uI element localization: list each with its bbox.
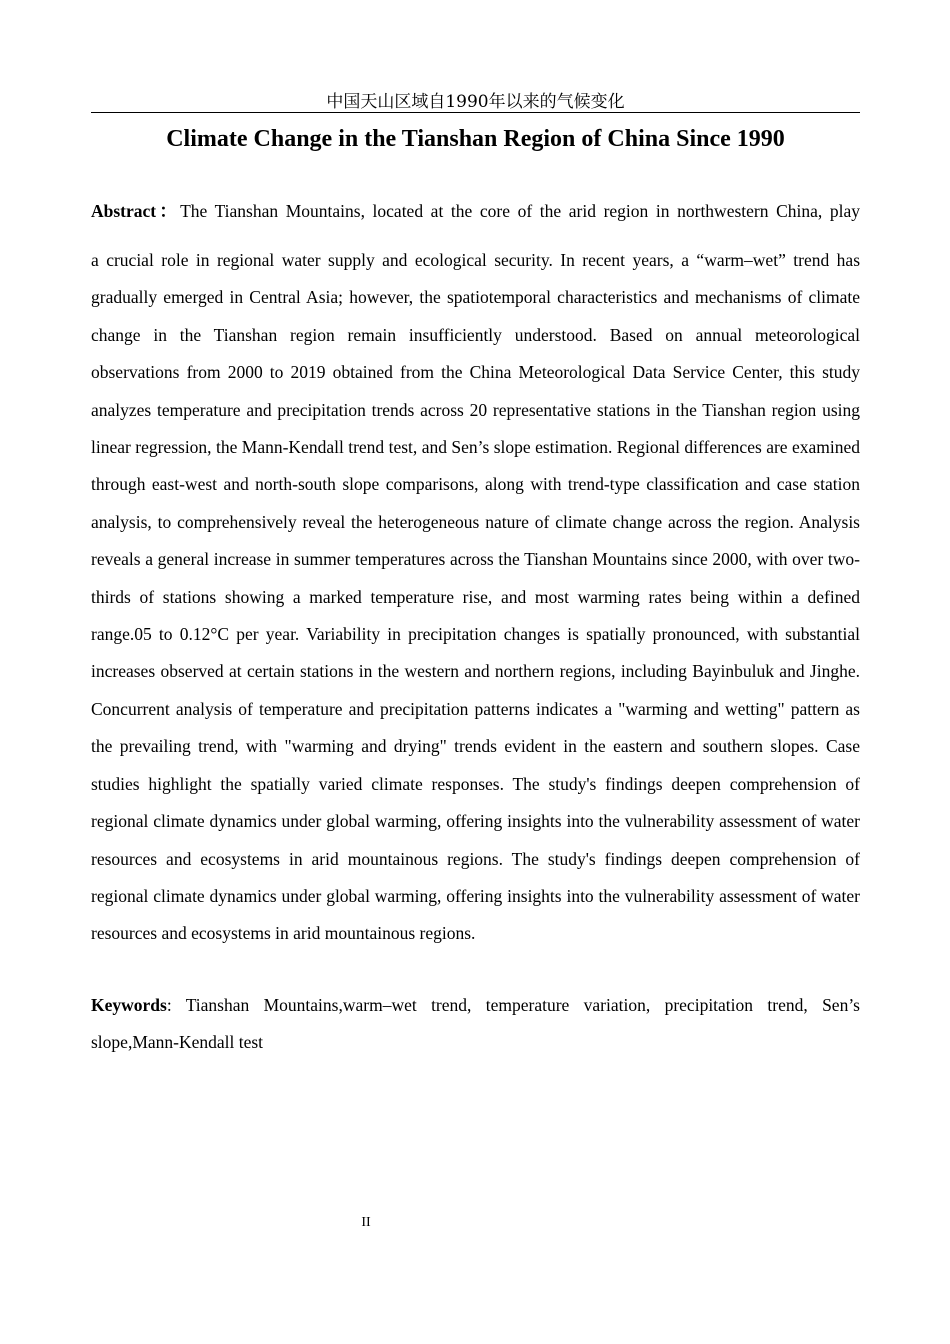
keywords-paragraph <box>91 987 860 1062</box>
keywords-text: : Tianshan Mountains,warm–wet trend, temperature variation, precipitation trend, Sen’s slope,Mann-Kendall test <box>91 995 860 1053</box>
abstract-first-line <box>91 193 860 230</box>
abstract-label: Abstract： <box>91 201 181 221</box>
abstract-paragraph <box>91 193 860 953</box>
paper-title: Climate Change in the Tianshan Region of China Since 1990 <box>166 126 785 152</box>
running-header: 中国天山区域自1990年以来的气候变化 <box>91 92 860 113</box>
page-number: II <box>361 1215 371 1230</box>
abstract-first-line-text: The Tianshan Mountains, located at the core of the arid region in northwestern China, play <box>180 201 860 221</box>
keywords-label: Keywords <box>91 995 167 1015</box>
abstract-body: a crucial role in regional water supply and ecological security. In recent years, a “warm–wet” trend has gradually emerged in Central Asia; however, the spatiotemporal characteristics and mechanisms of climate change in the Tianshan region remain insufficiently understood. Based on annual meteorological observations from 2000 to 2019 obtained from the China Meteorological Data Service Center, this study analyzes temperature and precipitation trends across 20 representative stations in the Tianshan region using linear regression, the Mann-Kendall trend test, and Sen’s slope estimation. Regional differences are examined through east-west and north-south slope comparisons, along with trend-type classification and case station analysis, to comprehensively reveal the heterogeneous nature of climate change across the region. Analysis reveals a general increase in summer temperatures across the Tianshan Mountains since 2000, with over two-thirds of stations showing a marked temperature rise, and most warming rates being within a defined range.05 to 0.12°C per year. Variability in precipitation changes is spatially pronounced, with substantial increases observed at certain stations in the western and northern regions, including Bayinbuluk and Jinghe. Concurrent analysis of temperature and precipitation patterns indicates a "warming and wetting" pattern as the prevailing trend, with "warming and drying" trends evident in the eastern and southern slopes. Case studies highlight the spatially varied climate responses. The study's findings deepen comprehension of regional climate dynamics under global warming, offering insights into the vulnerability assessment of water resources and ecosystems in arid mountainous regions. The study's findings deepen comprehension of regional climate dynamics under global warming, offering insights into the vulnerability assessment of water resources and ecosystems in arid mountainous regions. <box>91 250 860 944</box>
